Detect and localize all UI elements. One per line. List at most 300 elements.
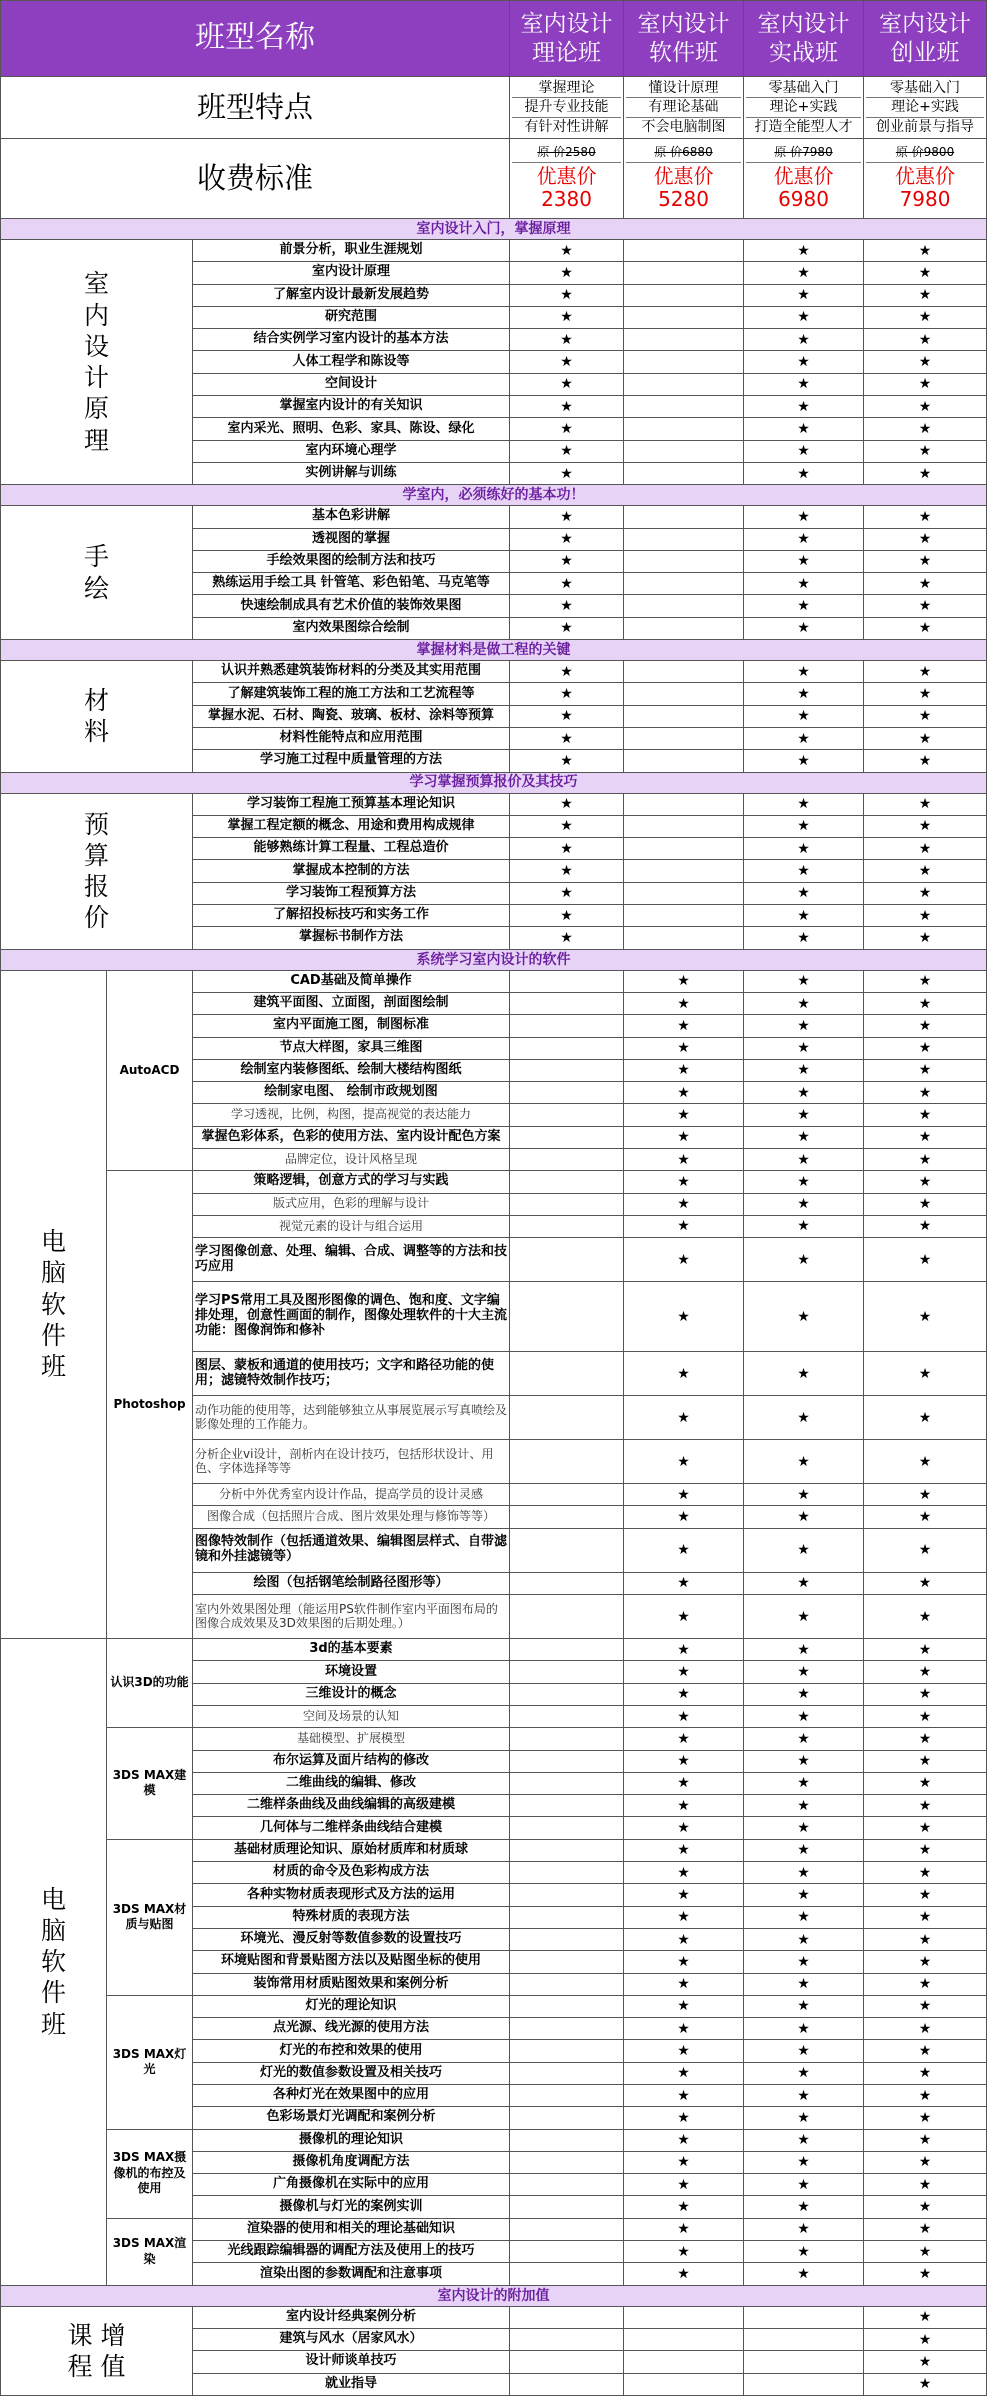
star-icon: ★ xyxy=(797,1308,810,1325)
star-cell xyxy=(510,1705,624,1727)
course-item: 二维样条曲线及曲线编辑的高级建模 xyxy=(193,1795,510,1817)
star-icon: ★ xyxy=(918,1820,932,1837)
star-icon: ★ xyxy=(677,995,690,1012)
star-cell xyxy=(744,2062,864,2084)
star-icon: ★ xyxy=(797,575,810,592)
course-item: 摄像机的理论知识 xyxy=(193,2129,510,2151)
course-item: 了解招投标技巧和实务工作 xyxy=(193,905,510,927)
star-icon: ★ xyxy=(918,2020,932,2037)
star-icon: ★ xyxy=(797,1453,810,1470)
star-cell xyxy=(744,1928,864,1950)
star-icon: ★ xyxy=(797,1686,810,1703)
star-icon: ★ xyxy=(918,508,932,525)
course-item: 材料性能特点和应用范围 xyxy=(193,727,510,749)
star-cell xyxy=(864,351,987,373)
features-label: 班型特点 xyxy=(1,77,510,139)
star-cell xyxy=(864,262,987,284)
group-label-char: 电 xyxy=(40,1884,66,1914)
star-cell xyxy=(510,1215,624,1237)
star-icon: ★ xyxy=(677,1953,690,1970)
star-cell xyxy=(624,1352,744,1396)
star-cell xyxy=(624,1126,744,1148)
star-cell xyxy=(744,1396,864,1440)
group-label-char: 材 xyxy=(83,686,109,716)
star-cell xyxy=(744,1750,864,1772)
star-icon: ★ xyxy=(560,264,573,281)
star-icon: ★ xyxy=(918,1608,932,1625)
star-cell xyxy=(864,2129,987,2151)
star-icon: ★ xyxy=(677,1864,690,1881)
star-cell xyxy=(624,1705,744,1727)
star-icon: ★ xyxy=(918,2221,932,2238)
star-cell xyxy=(864,2306,987,2328)
star-cell xyxy=(744,2241,864,2263)
section-title: 学习掌握预算报价及其技巧 xyxy=(1,772,987,793)
star-icon: ★ xyxy=(918,398,932,415)
star-cell xyxy=(624,860,744,882)
star-cell xyxy=(864,2373,987,2395)
star-cell xyxy=(624,1951,744,1973)
star-cell xyxy=(510,306,624,328)
star-cell xyxy=(744,2218,864,2240)
star-cell xyxy=(624,284,744,306)
star-icon: ★ xyxy=(797,752,810,769)
star-icon: ★ xyxy=(797,1998,810,2015)
star-cell xyxy=(624,1059,744,1081)
star-cell xyxy=(864,750,987,772)
star-icon: ★ xyxy=(560,331,573,348)
section-title: 学室内，必须练好的基本功！ xyxy=(1,485,987,506)
star-icon: ★ xyxy=(918,2243,932,2260)
star-cell xyxy=(744,1352,864,1396)
star-icon: ★ xyxy=(797,2065,810,2082)
star-cell xyxy=(744,1015,864,1037)
star-icon: ★ xyxy=(677,1040,690,1057)
star-cell xyxy=(510,838,624,860)
star-cell xyxy=(624,1928,744,1950)
header-col-theory: 室内设计 理论班 xyxy=(510,1,624,77)
course-item: 灯光的布控和效果的使用 xyxy=(193,2040,510,2062)
star-cell xyxy=(624,1817,744,1839)
star-icon: ★ xyxy=(677,973,690,990)
star-icon: ★ xyxy=(677,1308,690,1325)
star-cell xyxy=(744,284,864,306)
star-cell xyxy=(624,1661,744,1683)
star-cell xyxy=(510,1728,624,1750)
star-cell xyxy=(744,1973,864,1995)
star-cell xyxy=(510,2306,624,2328)
star-cell xyxy=(744,1862,864,1884)
star-cell xyxy=(744,705,864,727)
star-cell xyxy=(744,1951,864,1973)
star-icon: ★ xyxy=(918,1953,932,1970)
star-icon: ★ xyxy=(797,1151,810,1168)
star-cell xyxy=(510,1595,624,1639)
course-row xyxy=(1,1995,987,2017)
star-icon: ★ xyxy=(918,1365,932,1382)
star-icon: ★ xyxy=(918,2265,932,2282)
star-icon: ★ xyxy=(677,1453,690,1470)
group-label-char: 算 xyxy=(83,840,109,870)
star-icon: ★ xyxy=(797,1886,810,1903)
course-item: 材质的命令及色彩构成方法 xyxy=(193,1862,510,1884)
star-icon: ★ xyxy=(677,2109,690,2126)
star-cell xyxy=(744,2373,864,2395)
star-cell xyxy=(744,750,864,772)
course-item: 快速绘制成具有艺术价值的装饰效果图 xyxy=(193,595,510,617)
course-item: 熟练运用手绘工具 针管笔、彩色铅笔、马克笔等 xyxy=(193,573,510,595)
star-icon: ★ xyxy=(560,420,573,437)
star-cell xyxy=(510,440,624,462)
star-icon: ★ xyxy=(797,840,810,857)
star-icon: ★ xyxy=(797,2199,810,2216)
star-cell xyxy=(510,373,624,395)
star-icon: ★ xyxy=(797,1486,810,1503)
group-label xyxy=(1,240,193,485)
star-cell xyxy=(864,1104,987,1126)
star-icon: ★ xyxy=(797,553,810,570)
star-cell xyxy=(510,1772,624,1794)
star-cell xyxy=(510,927,624,949)
star-icon: ★ xyxy=(677,2087,690,2104)
star-cell xyxy=(864,462,987,484)
star-icon: ★ xyxy=(797,242,810,259)
features-row xyxy=(1,77,987,139)
star-icon: ★ xyxy=(677,1084,690,1101)
star-cell xyxy=(864,1862,987,1884)
star-cell xyxy=(624,882,744,904)
star-icon: ★ xyxy=(560,885,573,902)
course-item: 认识并熟悉建筑装饰材料的分类及其实用范围 xyxy=(193,661,510,683)
star-cell xyxy=(864,1193,987,1215)
section-title: 室内设计的附加值 xyxy=(1,2285,987,2306)
star-icon: ★ xyxy=(560,443,573,460)
course-row xyxy=(1,2306,987,2328)
star-cell xyxy=(624,550,744,572)
star-icon: ★ xyxy=(918,331,932,348)
star-cell xyxy=(864,1639,987,1661)
star-cell xyxy=(624,2062,744,2084)
star-cell xyxy=(864,1396,987,1440)
star-icon: ★ xyxy=(918,1575,932,1592)
star-cell xyxy=(510,1906,624,1928)
course-item: 节点大样图，家具三维图 xyxy=(193,1037,510,1059)
star-icon: ★ xyxy=(677,1641,690,1658)
course-item: 能够熟练计算工程量、工程总造价 xyxy=(193,838,510,860)
star-cell xyxy=(510,1884,624,1906)
course-row xyxy=(1,1639,987,1661)
star-icon: ★ xyxy=(918,1730,932,1747)
star-icon: ★ xyxy=(560,354,573,371)
course-item: 摄像机角度调配方法 xyxy=(193,2151,510,2173)
course-row xyxy=(1,970,987,992)
star-icon: ★ xyxy=(677,2065,690,2082)
star-icon: ★ xyxy=(797,1931,810,1948)
star-cell xyxy=(510,1639,624,1661)
star-cell xyxy=(864,1126,987,1148)
course-item: 室内设计原理 xyxy=(193,262,510,284)
header-col-startup: 室内设计 创业班 xyxy=(864,1,987,77)
star-cell xyxy=(864,683,987,705)
star-icon: ★ xyxy=(560,287,573,304)
course-row xyxy=(1,661,987,683)
star-cell xyxy=(744,1104,864,1126)
star-icon: ★ xyxy=(560,598,573,615)
star-cell xyxy=(624,1104,744,1126)
star-icon: ★ xyxy=(797,2154,810,2171)
group-label-char: 预 xyxy=(83,809,109,839)
star-cell xyxy=(744,506,864,528)
star-icon: ★ xyxy=(677,1017,690,1034)
star-icon: ★ xyxy=(797,1909,810,1926)
star-cell xyxy=(624,1572,744,1594)
star-cell xyxy=(624,970,744,992)
star-cell xyxy=(864,992,987,1014)
star-cell xyxy=(864,595,987,617)
subgroup-label: Photoshop xyxy=(107,1171,193,1639)
course-item: 基础材质理论知识、原始材质库和材质球 xyxy=(193,1839,510,1861)
section-header-row xyxy=(1,485,987,506)
star-cell xyxy=(864,1352,987,1396)
star-cell xyxy=(510,1015,624,1037)
star-cell xyxy=(864,1484,987,1506)
star-icon: ★ xyxy=(918,1542,932,1559)
star-cell xyxy=(510,705,624,727)
course-item: 视觉元素的设计与组合运用 xyxy=(193,1215,510,1237)
star-cell xyxy=(510,1506,624,1528)
star-cell xyxy=(510,396,624,418)
subgroup-label: 3DS MAX摄像机的布控及使用 xyxy=(107,2129,193,2218)
star-icon: ★ xyxy=(797,2043,810,2059)
star-icon: ★ xyxy=(797,1775,810,1792)
subgroup-label: AutoACD xyxy=(107,970,193,1171)
star-cell xyxy=(510,1750,624,1772)
star-cell xyxy=(510,1104,624,1126)
star-cell xyxy=(864,860,987,882)
star-cell xyxy=(624,992,744,1014)
star-icon: ★ xyxy=(560,929,573,946)
star-icon: ★ xyxy=(918,1151,932,1168)
star-icon: ★ xyxy=(677,1196,690,1213)
star-cell xyxy=(510,1059,624,1081)
star-icon: ★ xyxy=(797,1017,810,1034)
star-icon: ★ xyxy=(918,796,932,813)
star-cell xyxy=(510,1572,624,1594)
star-cell xyxy=(864,1082,987,1104)
star-cell xyxy=(624,1973,744,1995)
star-cell xyxy=(864,506,987,528)
star-icon: ★ xyxy=(797,331,810,348)
star-cell xyxy=(864,1995,987,2017)
header-col-practice: 室内设计 实战班 xyxy=(744,1,864,77)
star-cell xyxy=(624,1148,744,1170)
star-icon: ★ xyxy=(797,1864,810,1881)
star-icon: ★ xyxy=(797,1542,810,1559)
star-icon: ★ xyxy=(918,708,932,725)
star-cell xyxy=(744,2351,864,2373)
features-startup: 零基础入门 理论+实践 创业前景与指导 xyxy=(864,77,987,139)
star-icon: ★ xyxy=(797,531,810,548)
star-cell xyxy=(624,1396,744,1440)
star-icon: ★ xyxy=(677,1753,690,1770)
star-cell xyxy=(510,2151,624,2173)
star-cell xyxy=(624,661,744,683)
star-cell xyxy=(624,2218,744,2240)
star-icon: ★ xyxy=(677,1486,690,1503)
star-cell xyxy=(510,1928,624,1950)
star-icon: ★ xyxy=(797,1753,810,1770)
star-cell xyxy=(624,351,744,373)
star-cell xyxy=(744,1884,864,1906)
star-icon: ★ xyxy=(797,1129,810,1146)
star-icon: ★ xyxy=(797,796,810,813)
star-cell xyxy=(510,617,624,639)
group-label-char: 件 xyxy=(40,1320,66,1350)
star-cell xyxy=(510,2040,624,2062)
course-item: 绘制室内装修图纸、绘制大楼结构图纸 xyxy=(193,1059,510,1081)
star-cell xyxy=(864,727,987,749)
course-item: 空间设计 xyxy=(193,373,510,395)
star-icon: ★ xyxy=(918,663,932,680)
star-icon: ★ xyxy=(560,840,573,857)
star-icon: ★ xyxy=(677,1542,690,1559)
star-cell xyxy=(744,1572,864,1594)
course-item: 点光源、线光源的使用方法 xyxy=(193,2018,510,2040)
star-icon: ★ xyxy=(560,685,573,702)
star-cell xyxy=(744,2040,864,2062)
star-cell xyxy=(624,573,744,595)
star-cell xyxy=(864,1572,987,1594)
star-icon: ★ xyxy=(797,1365,810,1382)
star-cell xyxy=(744,1772,864,1794)
star-cell xyxy=(624,2328,744,2350)
star-cell xyxy=(744,927,864,949)
star-icon: ★ xyxy=(797,2221,810,2238)
star-icon: ★ xyxy=(560,620,573,637)
star-cell xyxy=(510,2373,624,2395)
course-item: 前景分析，职业生涯规划 xyxy=(193,240,510,262)
course-row xyxy=(1,1839,987,1861)
features-theory: 掌握理论 提升专业技能 有针对性讲解 xyxy=(510,77,624,139)
star-cell xyxy=(864,440,987,462)
star-cell xyxy=(864,1750,987,1772)
star-cell xyxy=(624,815,744,837)
features-practice: 零基础入门 理论+实践 打造全能型人才 xyxy=(744,77,864,139)
star-icon: ★ xyxy=(677,1218,690,1235)
star-icon: ★ xyxy=(677,2199,690,2216)
star-cell xyxy=(624,2085,744,2107)
star-cell xyxy=(864,661,987,683)
subgroup-label: 3DS MAX建模 xyxy=(107,1728,193,1839)
group-label xyxy=(1,970,107,1638)
star-cell xyxy=(744,2174,864,2196)
star-icon: ★ xyxy=(797,1218,810,1235)
star-cell xyxy=(744,1484,864,1506)
star-icon: ★ xyxy=(918,376,932,393)
star-icon: ★ xyxy=(797,264,810,281)
star-icon: ★ xyxy=(797,598,810,615)
star-icon: ★ xyxy=(797,287,810,304)
star-icon: ★ xyxy=(797,907,810,924)
course-item: 广角摄像机在实际中的应用 xyxy=(193,2174,510,2196)
fee-theory: 原 价2580 优惠价 2380 xyxy=(510,139,624,219)
star-icon: ★ xyxy=(560,508,573,525)
star-cell xyxy=(744,1171,864,1193)
star-cell xyxy=(744,1082,864,1104)
star-cell xyxy=(864,550,987,572)
star-cell xyxy=(510,1839,624,1861)
course-item: 室内设计经典案例分析 xyxy=(193,2306,510,2328)
star-cell xyxy=(624,462,744,484)
star-icon: ★ xyxy=(797,354,810,371)
star-cell xyxy=(864,2174,987,2196)
star-icon: ★ xyxy=(918,2199,932,2216)
star-icon: ★ xyxy=(677,1251,690,1268)
star-cell xyxy=(510,1661,624,1683)
star-cell xyxy=(864,1059,987,1081)
star-icon: ★ xyxy=(677,1886,690,1903)
star-cell xyxy=(510,860,624,882)
star-cell xyxy=(624,373,744,395)
star-cell xyxy=(510,1352,624,1396)
course-item: 室内环境心理学 xyxy=(193,440,510,462)
star-cell xyxy=(744,1506,864,1528)
star-cell xyxy=(744,683,864,705)
course-item: 学习PS常用工具及图形图像的调色、饱和度、文字编排处理，创意性画面的制作，图像处理软件的十大主流功能：图像润饰和修补 xyxy=(193,1282,510,1352)
star-cell xyxy=(864,1171,987,1193)
star-cell xyxy=(510,1484,624,1506)
star-icon: ★ xyxy=(560,465,573,482)
star-icon: ★ xyxy=(797,1730,810,1747)
star-cell xyxy=(864,1928,987,1950)
course-item: 图层、蒙板和通道的使用技巧；文字和路径功能的使用；滤镜特效制作技巧； xyxy=(193,1352,510,1396)
course-item: 掌握标书制作方法 xyxy=(193,927,510,949)
star-icon: ★ xyxy=(918,2154,932,2171)
star-icon: ★ xyxy=(797,1820,810,1837)
star-icon: ★ xyxy=(797,443,810,460)
group-label-char: 料 xyxy=(83,717,109,747)
course-row xyxy=(1,2218,987,2240)
star-cell xyxy=(624,1082,744,1104)
star-cell xyxy=(510,2351,624,2373)
star-cell xyxy=(744,1059,864,1081)
group-label xyxy=(1,1639,107,2286)
group-label-char: 价 xyxy=(83,903,109,933)
course-item: 了解室内设计最新发展趋势 xyxy=(193,284,510,306)
star-icon: ★ xyxy=(560,907,573,924)
star-cell xyxy=(744,727,864,749)
star-icon: ★ xyxy=(918,1864,932,1881)
star-cell xyxy=(510,815,624,837)
star-cell xyxy=(864,2107,987,2129)
course-item: 掌握成本控制的方法 xyxy=(193,860,510,882)
star-cell xyxy=(510,1995,624,2017)
course-item: 图像特效制作（包括通道效果、编辑图层样式、自带滤镜和外挂滤镜等） xyxy=(193,1528,510,1572)
star-icon: ★ xyxy=(918,730,932,747)
star-cell xyxy=(864,1282,987,1352)
star-cell xyxy=(510,1440,624,1484)
star-cell xyxy=(864,528,987,550)
star-icon: ★ xyxy=(560,663,573,680)
star-cell xyxy=(744,2085,864,2107)
star-cell xyxy=(864,905,987,927)
star-cell xyxy=(510,1528,624,1572)
course-item: 实例讲解与训练 xyxy=(193,462,510,484)
star-icon: ★ xyxy=(797,663,810,680)
course-item: 渲染出图的参数调配和注意事项 xyxy=(193,2263,510,2285)
course-item: 建筑与风水（居家风水） xyxy=(193,2328,510,2350)
section-header-row xyxy=(1,949,987,970)
